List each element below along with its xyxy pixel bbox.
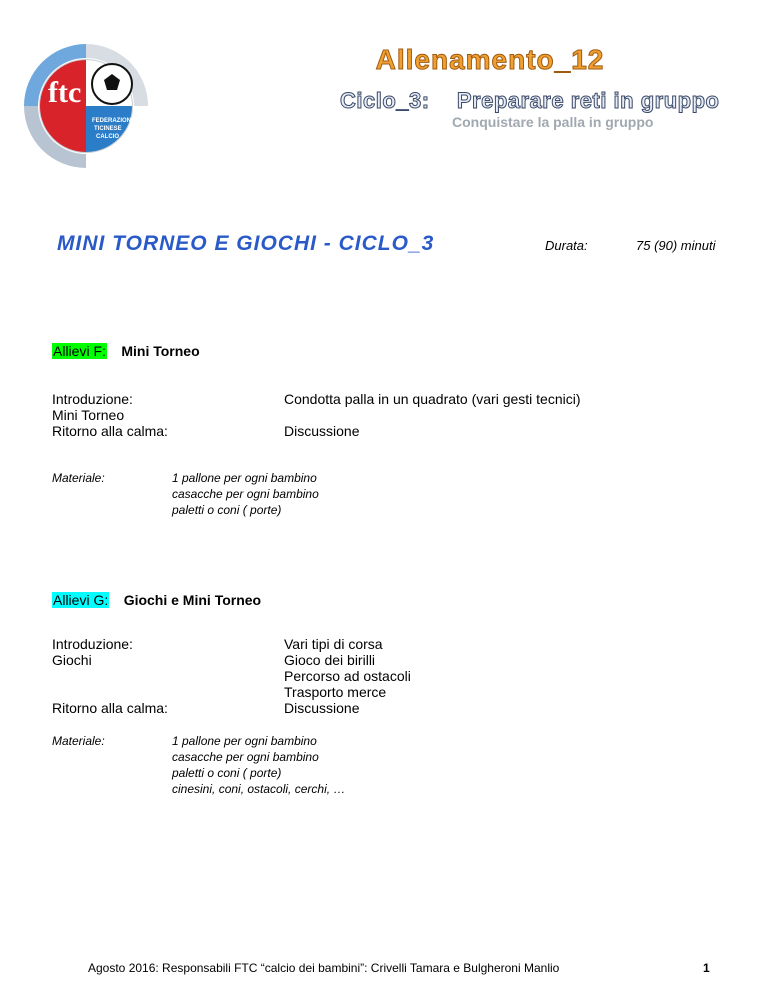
list-item: Ritorno alla calma: [52,700,168,716]
list-item [52,668,168,684]
material-label: Materiale: [52,471,105,485]
ftc-logo [16,40,156,170]
group-f-right-column [284,391,581,439]
svg-text:TICINESE: TICINESE [94,126,122,132]
list-item: cinesini, coni, ostacoli, cerchi, … [172,782,346,796]
svg-text:CALCIO: CALCIO [96,134,119,140]
list-item: 1 pallone per ogni bambino [172,734,317,748]
page-title: Allenamento_12 [375,44,605,75]
cycle-title: Preparare reti in gruppo [456,88,720,113]
list-item: Mini Torneo [52,407,125,423]
group-name: Giochi e Mini Torneo [123,592,262,608]
list-item: Trasporto merce [284,684,387,700]
duration-value: 75 (90) minuti [636,238,716,253]
list-item: Vari tipi di corsa [284,636,383,652]
list-item: 1 pallone per ogni bambino [172,471,317,485]
list-item: Discussione [284,700,360,716]
group-f-left-column [52,391,168,439]
list-item: paletti o coni ( porte) [172,766,282,780]
group-allievi-g-header [52,592,261,610]
section-heading: MINI TORNEO E GIOCHI - CICLO_3 [57,232,435,255]
material-label: Materiale: [52,734,105,748]
list-item: Ritorno alla calma: [52,423,168,439]
list-item: Giochi [52,652,92,668]
group-name: Mini Torneo [121,343,200,359]
cycle-title-row [340,88,719,114]
list-item: casacche per ogni bambino [172,750,319,764]
list-item: Introduzione: [52,391,133,407]
page-number: 1 [703,961,710,975]
list-item: Percorso ad ostacoli [284,668,411,684]
group-f-materials [172,470,319,518]
list-item: Gioco dei birilli [284,652,376,668]
list-item: Condotta palla in un quadrato (vari gesti tecnici) [284,391,581,407]
group-allievi-f-header [52,343,200,361]
group-tag: Allievi F: [53,343,106,359]
list-item: casacche per ogni bambino [172,487,319,501]
footer-text: Agosto 2016: Responsabili FTC “calcio dei bambini”: Crivelli Tamara e Bulgheroni Manlio [88,961,560,975]
cycle-label: Ciclo_3: [340,88,430,113]
list-item: Introduzione: [52,636,133,652]
duration-label: Durata: [545,238,588,253]
group-tag: Allievi G: [53,592,109,608]
list-item: paletti o coni ( porte) [172,503,282,517]
list-item: Discussione [284,423,360,439]
subtitle: Conquistare la palla in gruppo [452,114,654,130]
logo-text: ftc [48,76,82,109]
svg-text:FEDERAZIONE: FEDERAZIONE [92,118,136,124]
group-g-materials [172,733,345,797]
list-item [284,407,581,423]
list-item [52,684,168,700]
group-g-left-column [52,636,168,716]
group-g-right-column [284,636,411,716]
